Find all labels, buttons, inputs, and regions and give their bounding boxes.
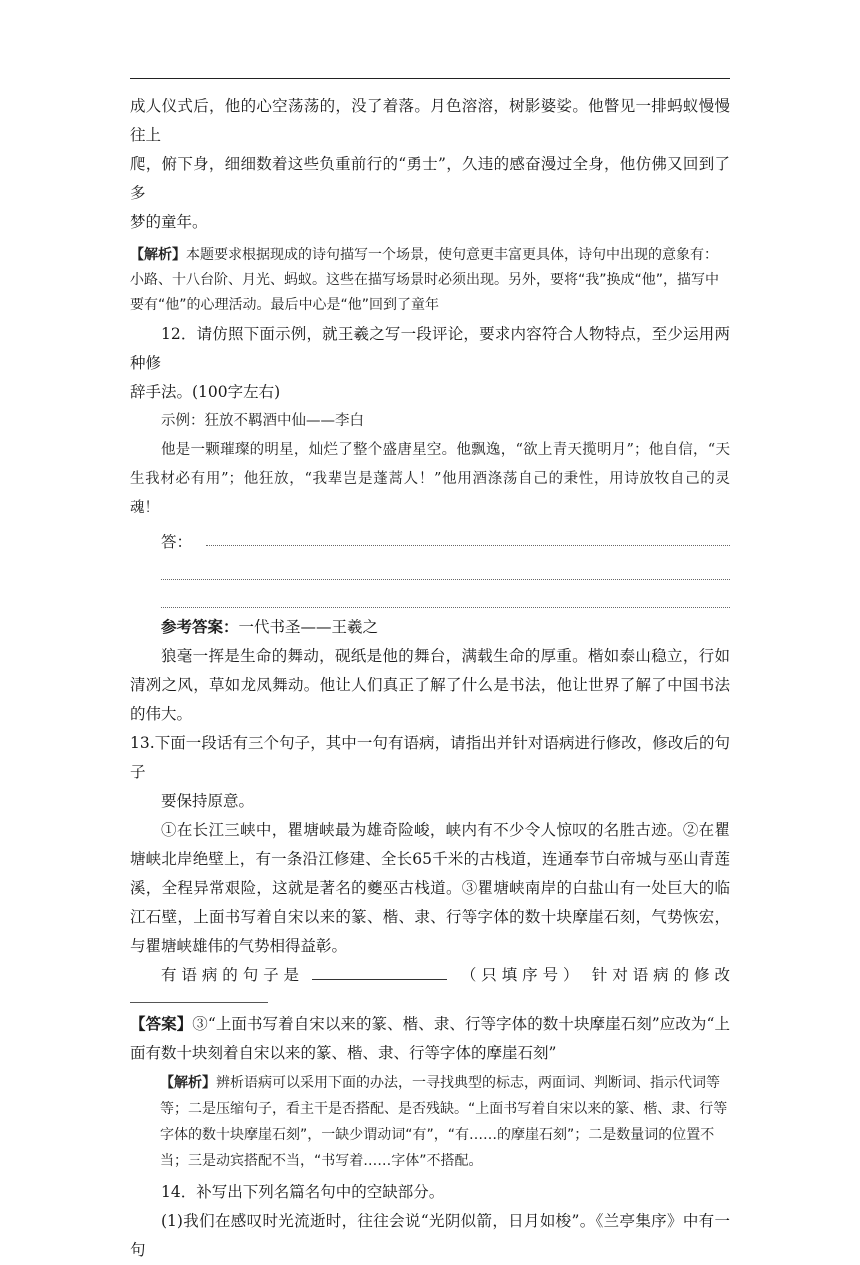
analysis-11 bbox=[130, 243, 730, 318]
page-content bbox=[130, 92, 730, 1265]
reference-label: 参考答案： bbox=[161, 617, 239, 636]
answer-line[interactable] bbox=[206, 525, 730, 546]
q12-stem-line1: 12．请仿照下面示例，就王羲之写一段评论，要求内容符合人物特点，至少运用两种修 bbox=[130, 325, 730, 372]
q12-example-title: 示例：狂放不羁酒中仙——李白 bbox=[161, 413, 364, 429]
q14-stem: 14．补写出下列名篇名句中的空缺部分。 bbox=[161, 1183, 445, 1201]
answer-tag: 【答案】 bbox=[130, 1014, 193, 1033]
q13-analysis bbox=[130, 1070, 730, 1174]
answer-blank[interactable] bbox=[312, 961, 447, 980]
q12-reference-heading bbox=[130, 612, 730, 642]
fill-part: 有 语 病 的 句 子 是 bbox=[161, 966, 300, 984]
q13-passage: ①在长江三峡中，瞿塘峡最为雄奇险峻，峡内有不少令人惊叹的名胜古迹。②在瞿塘峡北岸绝壁上，有一条沿江修建、全长65千米的古栈道，连通奉节白帝城与巫山青莲溪，全程异常艰险，这就是著名的夔巫古栈道。③瞿塘峡南岸的白盐山有一处巨大的临江石壁，上面书写着自宋以来的篆、楷、隶、行等字体的数十块摩崖石刻，气势恢宏，与瞿塘峡雄伟的气势相得益彰。 bbox=[130, 821, 730, 955]
q12-reference-text: 狼毫一挥是生命的舞动，砚纸是他的舞台，满载生命的厚重。楷如泰山稳立，行如清冽之风，草如龙凤舞动。他让人们真正了解了什么是书法，他让世界了解了中国书法的伟大。 bbox=[130, 647, 730, 723]
analysis-text: 本题要求根据现成的诗句描写一个场景，使句意更丰富更具体，诗句中出现的意象有：小路、十八台阶、月光、蚂蚁。这些在描写场景时必须出现。另外，要将“我”换成“他”，描写中要有“他”的心理活动。最后中心是“他”回到了童年 bbox=[130, 247, 720, 313]
q12-stem-line2: 辞手法。(100字左右) bbox=[130, 383, 281, 401]
q13-answer bbox=[130, 1009, 730, 1068]
answer-line[interactable] bbox=[161, 580, 730, 608]
answer-text: ③“上面书写着自宋以来的篆、楷、隶、行等字体的数十块摩崖石刻”应改为“上面有数十块刻着自宋以来的篆、楷、隶、行等字体的摩崖石刻” bbox=[130, 1015, 730, 1062]
analysis-text: 辨析语病可以采用下面的办法，一寻找典型的标志，两面词、判断词、指示代词等等；二是压缩句子，看主干是否搭配、是否残缺。“上面书写着自宋以来的篆、楷、隶、行等字体的数十块摩崖石刻”，一缺少谓动词“有”，“有……的摩崖石刻”；二是数量词的位置不当；三是动宾搭配不当，“书写着……字体”不搭配。 bbox=[160, 1075, 728, 1169]
answer-label: 答： bbox=[161, 533, 193, 551]
fill-part: （ 只 填 序 号 ） bbox=[460, 966, 579, 984]
passage-line: 梦的童年。 bbox=[130, 213, 208, 231]
q13-stem-line1: 13.下面一段话有三个句子，其中一句有语病，请指出并针对语病进行修改，修改后的句子 bbox=[130, 734, 730, 781]
q12-example-text: 他是一颗璀璨的明星，灿烂了整个盛唐星空。他飘逸，“欲上青天揽明月”；他自信，“天生我材必有用”；他狂放，“我辈岂是蓬蒿人！”他用酒涤荡自己的秉性，用诗放牧自己的灵魂！ bbox=[130, 442, 730, 516]
analysis-tag: 【解析】 bbox=[160, 1075, 216, 1091]
passage-line: 爬，俯下身，细细数着这些负重前行的“勇士”，久违的感奋漫过全身，他仿佛又回到了多 bbox=[130, 155, 730, 202]
footnote-rule bbox=[130, 1002, 268, 1003]
header-rule bbox=[130, 78, 730, 79]
fill-part: 针 对 语 病 的 修 改 bbox=[591, 966, 730, 984]
passage-line: 成人仪式后，他的心空荡荡的，没了着落。月色溶溶，树影婆娑。他瞥见一排蚂蚁慢慢往上 bbox=[130, 97, 730, 144]
q14-sub1: (1)我们在感叹时光流逝时，往往会说“光阴似箭，日月如梭”。《兰亭集序》中有一句 bbox=[130, 1212, 730, 1259]
answer-line[interactable] bbox=[161, 552, 730, 580]
q13-fill-row bbox=[130, 961, 730, 990]
q13-stem-line2: 要保持原意。 bbox=[161, 792, 255, 810]
analysis-tag: 【解析】 bbox=[130, 247, 186, 263]
reference-title: 一代书圣——王羲之 bbox=[238, 618, 379, 636]
answer-row bbox=[130, 523, 730, 552]
